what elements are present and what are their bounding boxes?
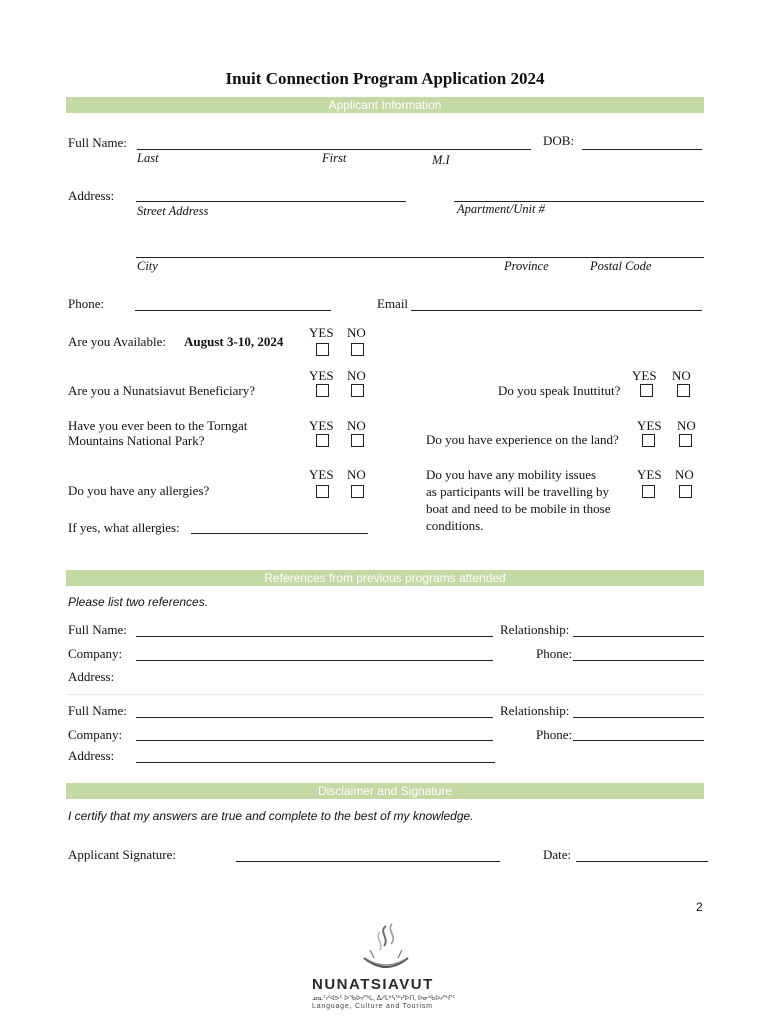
no-label: NO (347, 368, 366, 383)
beneficiary-question: Are you a Nunatsiavut Beneficiary? (68, 383, 255, 398)
first-name-caption: First (322, 151, 347, 165)
email-label: Email (377, 296, 409, 311)
references-instruction: Please list two references. (68, 595, 209, 609)
land-experience-question: Do you have experience on the land? (426, 432, 619, 447)
dob-label: DOB: (543, 133, 575, 148)
mobility-yes-checkbox[interactable] (642, 485, 655, 498)
date-field[interactable] (576, 861, 708, 862)
signature-label: Applicant Signature: (68, 847, 176, 862)
city-caption: City (137, 259, 158, 273)
logo-syllabics: ᓄᓇᑦᓯᐊᕗᑦ ᐅᖃᐅᓯᖓ, ᐃᓱᒪᒃᓴᖅᓯᐅᑎ, ᐅᓂᒃᑲᐅᓯᖏᑦ (312, 995, 456, 1002)
reference2-full-name-label: Full Name: (68, 703, 127, 718)
date-label: Date: (543, 847, 572, 862)
page-number: 2 (696, 900, 703, 914)
phone-label: Phone: (68, 296, 105, 311)
full-name-label: Full Name: (68, 135, 127, 150)
no-label: NO (675, 467, 694, 482)
nunatsiavut-logo-icon (356, 920, 416, 982)
no-label: NO (347, 467, 366, 482)
reference2-relationship-field[interactable] (573, 717, 704, 718)
signature-field[interactable] (236, 861, 500, 862)
available-yes-checkbox[interactable] (316, 343, 329, 356)
logo-wordmark: NUNATSIAVUT (312, 976, 434, 993)
reference1-company-field[interactable] (136, 660, 493, 661)
yes-label: YES (309, 368, 334, 383)
reference2-relationship-label: Relationship: (500, 703, 570, 718)
no-label: NO (672, 368, 691, 383)
reference2-company-field[interactable] (136, 740, 493, 741)
torngat-question-line1: Have you ever been to the Torngat (68, 418, 248, 433)
mobility-question-line4: conditions. (426, 518, 484, 533)
inuttitut-no-checkbox[interactable] (677, 384, 690, 397)
apartment-caption: Apartment/Unit # (457, 202, 545, 216)
yes-label: YES (309, 418, 334, 433)
beneficiary-yes-checkbox[interactable] (316, 384, 329, 397)
city-province-postal-field[interactable] (136, 257, 704, 258)
allergies-no-checkbox[interactable] (351, 485, 364, 498)
street-address-field[interactable] (136, 201, 406, 202)
yes-label: YES (309, 325, 334, 340)
postal-code-caption: Postal Code (590, 259, 652, 273)
reference1-company-label: Company: (68, 646, 123, 661)
reference1-address-label: Address: (68, 669, 115, 684)
reference1-relationship-field[interactable] (573, 636, 704, 637)
yes-label: YES (309, 467, 334, 482)
yes-label: YES (637, 467, 662, 482)
reference1-phone-field[interactable] (573, 660, 704, 661)
mobility-question-line1: Do you have any mobility issues (426, 467, 597, 482)
torngat-question-line2: Mountains National Park? (68, 433, 205, 448)
available-dates: August 3-10, 2024 (184, 334, 284, 349)
province-caption: Province (504, 259, 549, 273)
reference2-phone-field[interactable] (573, 740, 704, 741)
street-address-caption: Street Address (137, 204, 209, 218)
which-allergies-label: If yes, what allergies: (68, 520, 180, 535)
reference1-full-name-label: Full Name: (68, 622, 127, 637)
mobility-question-line3: boat and need to be mobile in those (426, 501, 611, 516)
reference1-relationship-label: Relationship: (500, 622, 570, 637)
reference2-company-label: Company: (68, 727, 123, 742)
section-header-disclaimer: Disclaimer and Signature (66, 783, 704, 799)
section-header-applicant: Applicant Information (66, 97, 704, 113)
available-no-checkbox[interactable] (351, 343, 364, 356)
land-yes-checkbox[interactable] (642, 434, 655, 447)
middle-initial-caption: M.I (432, 153, 450, 167)
reference2-address-label: Address: (68, 748, 115, 763)
available-label: Are you Available: (68, 334, 166, 349)
address-label: Address: (68, 188, 115, 203)
logo-tagline: Language, Culture and Tourism (312, 1003, 433, 1010)
section-header-references: References from previous programs attended (66, 570, 704, 586)
no-label: NO (677, 418, 696, 433)
mobility-no-checkbox[interactable] (679, 485, 692, 498)
page-title: Inuit Connection Program Application 2024 (225, 69, 545, 88)
reference-divider (66, 694, 704, 695)
reference2-address-field[interactable] (136, 762, 495, 763)
torngat-no-checkbox[interactable] (351, 434, 364, 447)
which-allergies-field[interactable] (191, 533, 368, 534)
dob-field[interactable] (582, 149, 702, 150)
yes-label: YES (637, 418, 662, 433)
allergies-yes-checkbox[interactable] (316, 485, 329, 498)
no-label: NO (347, 325, 366, 340)
no-label: NO (347, 418, 366, 433)
reference1-phone-label: Phone: (536, 646, 573, 661)
beneficiary-no-checkbox[interactable] (351, 384, 364, 397)
torngat-yes-checkbox[interactable] (316, 434, 329, 447)
last-name-caption: Last (137, 151, 159, 165)
inuttitut-question: Do you speak Inuttitut? (498, 383, 621, 398)
email-field[interactable] (411, 310, 702, 311)
full-name-field[interactable] (137, 149, 531, 150)
reference2-full-name-field[interactable] (136, 717, 493, 718)
land-no-checkbox[interactable] (679, 434, 692, 447)
inuttitut-yes-checkbox[interactable] (640, 384, 653, 397)
yes-label: YES (632, 368, 657, 383)
phone-field[interactable] (135, 310, 331, 311)
reference1-full-name-field[interactable] (136, 636, 493, 637)
reference2-phone-label: Phone: (536, 727, 573, 742)
mobility-question-line2: as participants will be travelling by (426, 484, 610, 499)
disclaimer-statement: I certify that my answers are true and complete to the best of my knowledge. (68, 809, 474, 823)
allergies-question: Do you have any allergies? (68, 483, 210, 498)
